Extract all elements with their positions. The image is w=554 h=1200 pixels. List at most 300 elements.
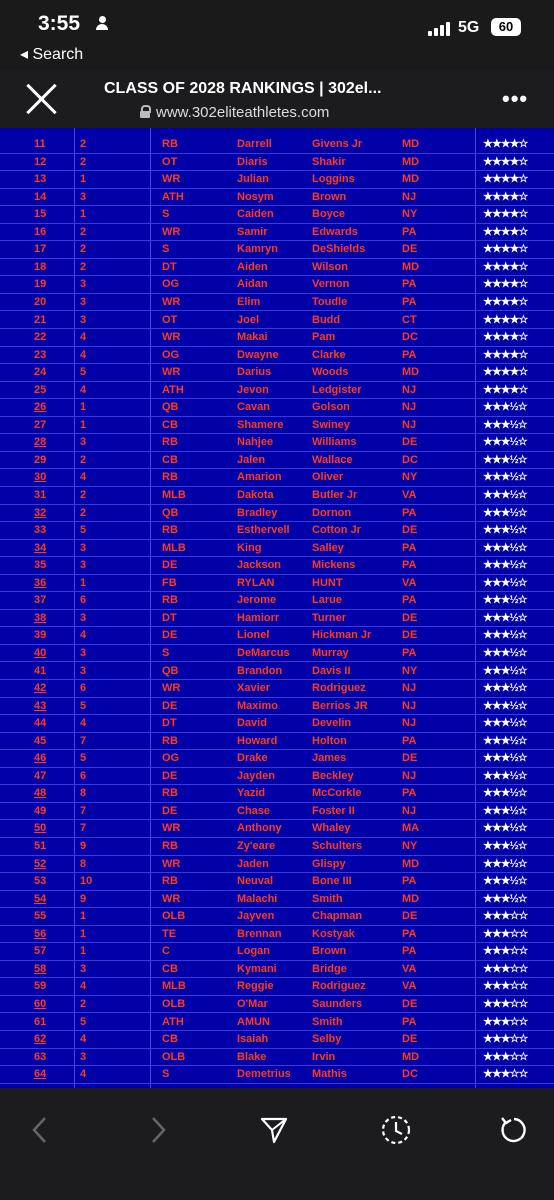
star-rating: ★★★½☆ xyxy=(483,682,527,695)
table-row xyxy=(0,943,554,961)
table-row xyxy=(0,961,554,979)
first-name-cell: King xyxy=(237,541,262,554)
star-rating: ★★★½☆ xyxy=(483,646,527,659)
state-rank-cell: 2 xyxy=(80,138,87,150)
star-rating: ★★★★☆ xyxy=(483,331,528,344)
star-rating: ★★★★☆ xyxy=(483,278,528,291)
rank-cell: 43 xyxy=(34,699,47,712)
last-name-cell: Oliver xyxy=(312,471,344,484)
table-row xyxy=(0,908,554,926)
first-name-cell: Isaiah xyxy=(237,1033,269,1046)
last-name-cell: Saunders xyxy=(312,997,363,1010)
position-cell: OG xyxy=(162,278,180,291)
state-cell: VA xyxy=(402,980,417,993)
network-type: 5G xyxy=(458,19,480,36)
rank-cell: 11 xyxy=(34,138,46,150)
rank-cell: 17 xyxy=(34,243,47,256)
position-cell: CB xyxy=(162,453,178,466)
state-cell: PA xyxy=(402,225,417,238)
table-row xyxy=(0,364,554,382)
state-cell: DE xyxy=(402,752,418,765)
table-row xyxy=(0,873,554,891)
position-cell: DT xyxy=(162,611,177,624)
table-row xyxy=(0,750,554,768)
state-cell: MD xyxy=(402,155,420,168)
state-rank-cell: 3 xyxy=(80,278,87,291)
table-row xyxy=(0,1049,554,1067)
first-name-cell: Jackson xyxy=(237,559,282,572)
state-rank-cell: 5 xyxy=(80,1015,87,1028)
rank-cell: 21 xyxy=(34,313,47,326)
table-row xyxy=(0,189,554,207)
first-name-cell: Brennan xyxy=(237,927,282,940)
first-name-cell: AMUN xyxy=(237,1015,270,1028)
rankings-table xyxy=(0,128,554,1088)
clock-history-icon[interactable] xyxy=(376,1110,416,1150)
table-row xyxy=(0,171,554,189)
last-name-cell: Bone III xyxy=(312,875,352,888)
state-cell: PA xyxy=(402,646,417,659)
position-cell: WR xyxy=(162,331,181,344)
last-name-cell: Givens Jr xyxy=(312,138,363,150)
state-cell: MD xyxy=(402,892,420,905)
table-row xyxy=(0,996,554,1014)
chevron-right-icon[interactable] xyxy=(138,1110,178,1150)
first-name-cell: Kymani xyxy=(237,962,277,975)
last-name-cell: Salley xyxy=(312,541,344,554)
first-name-cell: Darrell xyxy=(237,138,272,150)
state-rank-cell: 1 xyxy=(80,208,87,221)
state-rank-cell: 2 xyxy=(80,243,87,256)
position-cell: TE xyxy=(162,927,177,940)
send-icon[interactable] xyxy=(254,1110,294,1150)
last-name-cell: Woods xyxy=(312,366,349,379)
rank-cell: 45 xyxy=(34,734,47,747)
star-rating: ★★★★☆ xyxy=(483,190,528,203)
position-cell: DE xyxy=(162,559,178,572)
star-rating: ★★★½☆ xyxy=(483,453,527,466)
state-rank-cell: 2 xyxy=(80,260,87,273)
table-row xyxy=(0,663,554,681)
state-cell: PA xyxy=(402,875,417,888)
first-name-cell: Demetrius xyxy=(237,1068,291,1081)
last-name-cell: Turner xyxy=(312,611,347,624)
state-rank-cell: 5 xyxy=(80,524,87,537)
position-cell: DE xyxy=(162,699,178,712)
table-row xyxy=(0,154,554,172)
rank-cell: 25 xyxy=(34,383,47,396)
state-cell: VA xyxy=(402,576,417,589)
state-rank-cell: 4 xyxy=(80,980,87,993)
first-name-cell: Jaden xyxy=(237,857,269,870)
state-cell: DE xyxy=(402,611,418,624)
state-cell: NJ xyxy=(402,190,417,203)
star-rating: ★★★½☆ xyxy=(483,541,527,554)
last-name-cell: Schulters xyxy=(312,840,363,852)
rank-cell: 37 xyxy=(34,594,47,607)
state-rank-cell: 2 xyxy=(80,997,87,1010)
position-cell: RB xyxy=(162,138,178,150)
table-row xyxy=(0,294,554,312)
state-cell: NJ xyxy=(402,699,417,712)
state-rank-cell: 4 xyxy=(80,383,87,396)
table-row xyxy=(0,891,554,909)
star-rating: ★★★★☆ xyxy=(483,243,528,256)
star-rating: ★★★☆☆ xyxy=(483,980,528,993)
table-row xyxy=(0,978,554,996)
status-bar xyxy=(0,0,554,70)
table-row xyxy=(0,259,554,277)
rank-cell: 27 xyxy=(34,418,47,431)
state-rank-cell: 3 xyxy=(80,1050,87,1063)
state-cell: NJ xyxy=(402,769,417,782)
state-cell: NJ xyxy=(402,418,417,431)
state-cell: PA xyxy=(402,506,417,519)
position-cell: WR xyxy=(162,173,181,186)
rank-cell: 46 xyxy=(34,752,47,765)
star-rating: ★★★½☆ xyxy=(483,576,527,589)
table-row xyxy=(0,803,554,821)
rank-cell: 16 xyxy=(34,225,47,238)
position-cell: DE xyxy=(162,769,178,782)
last-name-cell: Shakir xyxy=(312,155,346,168)
rank-cell: 40 xyxy=(34,646,47,659)
first-name-cell: Aiden xyxy=(237,260,268,273)
state-rank-cell: 3 xyxy=(80,664,87,677)
star-rating: ★★★☆☆ xyxy=(483,1033,528,1046)
state-rank-cell: 3 xyxy=(80,559,87,572)
star-rating: ★★★½☆ xyxy=(483,857,527,870)
last-name-cell: Murray xyxy=(312,646,349,659)
rank-cell: 62 xyxy=(34,1033,47,1046)
position-cell: QB xyxy=(162,506,179,519)
star-rating: ★★★½☆ xyxy=(483,489,527,501)
first-name-cell: Samir xyxy=(237,225,268,238)
last-name-cell: Cotton Jr xyxy=(312,524,361,537)
star-rating: ★★★★☆ xyxy=(483,173,528,186)
first-name-cell: Diaris xyxy=(237,155,268,168)
state-rank-cell: 3 xyxy=(80,646,87,659)
rank-cell: 32 xyxy=(34,506,47,519)
chevron-left-icon[interactable] xyxy=(20,1110,60,1150)
state-cell: PA xyxy=(402,787,417,800)
position-cell: S xyxy=(162,243,170,256)
state-rank-cell: 9 xyxy=(80,840,87,852)
star-rating: ★★★★☆ xyxy=(483,155,528,168)
first-name-cell: Nahjee xyxy=(237,436,274,449)
position-cell: OT xyxy=(162,155,178,168)
first-name-cell: Jerome xyxy=(237,594,277,607)
last-name-cell: Williams xyxy=(312,436,357,449)
rank-cell: 50 xyxy=(34,822,47,835)
rank-cell: 53 xyxy=(34,875,47,888)
position-cell: OLB xyxy=(162,997,186,1010)
rank-cell: 56 xyxy=(34,927,47,940)
state-rank-cell: 1 xyxy=(80,418,87,431)
last-name-cell: Brown xyxy=(312,945,347,958)
state-rank-cell: 3 xyxy=(80,962,87,975)
state-cell: PA xyxy=(402,945,417,958)
position-cell: WR xyxy=(162,225,181,238)
last-name-cell: Selby xyxy=(312,1033,342,1046)
rank-cell: 23 xyxy=(34,348,47,361)
first-name-cell: Cavan xyxy=(237,401,271,414)
table-row xyxy=(0,627,554,645)
rank-cell: 55 xyxy=(34,910,47,923)
table-row xyxy=(0,1014,554,1032)
state-rank-cell: 8 xyxy=(80,787,87,800)
state-rank-cell: 5 xyxy=(80,366,87,379)
page-title: CLASS OF 2028 RANKINGS | 302el... xyxy=(104,80,382,97)
rank-cell: 42 xyxy=(34,682,47,695)
star-rating: ★★★½☆ xyxy=(483,840,527,852)
last-name-cell: Irvin xyxy=(312,1050,336,1063)
table-row xyxy=(0,785,554,803)
table-row xyxy=(0,522,554,540)
star-rating: ★★★½☆ xyxy=(483,699,527,712)
last-name-cell: Swiney xyxy=(312,418,350,431)
star-rating: ★★★½☆ xyxy=(483,717,527,730)
position-cell: DT xyxy=(162,717,177,730)
last-name-cell: Golson xyxy=(312,401,350,414)
position-cell: CB xyxy=(162,962,178,975)
table-row xyxy=(0,1031,554,1049)
first-name-cell: Brandon xyxy=(237,664,283,677)
table-row xyxy=(0,241,554,259)
rank-cell: 38 xyxy=(34,611,47,624)
state-cell: DE xyxy=(402,243,418,256)
last-name-cell: Wallace xyxy=(312,453,353,466)
first-name-cell: Anthony xyxy=(237,822,282,835)
first-name-cell: Aidan xyxy=(237,278,268,291)
star-rating: ★★★½☆ xyxy=(483,524,527,537)
last-name-cell: Holton xyxy=(312,734,347,747)
rank-cell: 47 xyxy=(34,769,47,782)
rank-cell: 64 xyxy=(34,1068,47,1081)
table-row xyxy=(0,838,554,856)
state-rank-cell: 2 xyxy=(80,225,87,238)
table-row xyxy=(0,505,554,523)
first-name-cell: O'Mar xyxy=(237,997,268,1010)
state-cell: DE xyxy=(402,997,418,1010)
first-name-cell: Malachi xyxy=(237,892,278,905)
state-cell: PA xyxy=(402,559,417,572)
rank-cell: 54 xyxy=(34,892,47,905)
state-rank-cell: 7 xyxy=(80,822,87,835)
state-cell: MA xyxy=(402,822,420,835)
star-rating: ★★★½☆ xyxy=(483,822,527,835)
rank-cell: 48 xyxy=(34,787,47,800)
close-icon[interactable] xyxy=(24,82,58,116)
url-bar[interactable]: www.302eliteathletes.com xyxy=(156,104,330,121)
table-row xyxy=(0,592,554,610)
table-row xyxy=(0,329,554,347)
star-rating: ★★★½☆ xyxy=(483,892,527,905)
table-row xyxy=(0,224,554,242)
state-cell: PA xyxy=(402,541,417,554)
last-name-cell: Vernon xyxy=(312,278,350,291)
star-rating: ★★★★☆ xyxy=(483,138,528,150)
rank-cell: 31 xyxy=(34,489,47,501)
first-name-cell: Bradley xyxy=(237,506,278,519)
state-rank-cell: 2 xyxy=(80,453,87,466)
star-rating: ★★★½☆ xyxy=(483,401,527,414)
first-name-cell: Chase xyxy=(237,804,271,817)
table-row xyxy=(0,417,554,435)
rank-cell: 15 xyxy=(34,208,47,221)
rank-cell: 35 xyxy=(34,559,47,572)
star-rating: ★★★★☆ xyxy=(483,383,528,396)
state-cell: MD xyxy=(402,857,420,870)
star-rating: ★★★½☆ xyxy=(483,734,527,747)
star-rating: ★★★☆☆ xyxy=(483,962,528,975)
rank-cell: 28 xyxy=(34,436,47,449)
state-cell: PA xyxy=(402,278,417,291)
star-rating: ★★★★☆ xyxy=(483,295,528,308)
state-rank-cell: 1 xyxy=(80,401,87,414)
last-name-cell: Clarke xyxy=(312,348,346,361)
state-rank-cell: 6 xyxy=(80,682,87,695)
table-row xyxy=(0,557,554,575)
table-row xyxy=(0,698,554,716)
rank-cell: 41 xyxy=(34,664,47,677)
last-name-cell: Mathis xyxy=(312,1068,347,1081)
rank-cell: 44 xyxy=(34,717,47,730)
state-cell: MD xyxy=(402,138,420,150)
position-cell: FB xyxy=(162,576,177,589)
star-rating: ★★★☆☆ xyxy=(483,927,528,940)
last-name-cell: Pam xyxy=(312,331,336,344)
last-name-cell: Glispy xyxy=(312,857,346,870)
table-row xyxy=(0,347,554,365)
state-cell: DE xyxy=(402,910,418,923)
state-rank-cell: 4 xyxy=(80,471,87,484)
position-cell: OG xyxy=(162,348,180,361)
state-rank-cell: 9 xyxy=(80,892,87,905)
position-cell: RB xyxy=(162,840,178,852)
rank-cell: 52 xyxy=(34,857,47,870)
rank-cell: 18 xyxy=(34,260,47,273)
rank-cell: 58 xyxy=(34,962,47,975)
first-name-cell: RYLAN xyxy=(237,576,275,589)
first-name-cell: Dakota xyxy=(237,489,274,501)
first-name-cell: DeMarcus xyxy=(237,646,290,659)
position-cell: OLB xyxy=(162,1050,186,1063)
rank-cell: 24 xyxy=(34,366,47,379)
rank-cell: 59 xyxy=(34,980,47,993)
state-cell: DE xyxy=(402,629,418,642)
position-cell: RB xyxy=(162,524,178,537)
first-name-cell: David xyxy=(237,717,267,730)
table-row xyxy=(0,434,554,452)
position-cell: ATH xyxy=(162,1015,184,1028)
rank-cell: 26 xyxy=(34,401,47,414)
last-name-cell: Bridge xyxy=(312,962,347,975)
position-cell: DE xyxy=(162,804,178,817)
star-rating: ★★★½☆ xyxy=(483,752,527,765)
table-row xyxy=(0,715,554,733)
state-cell: NY xyxy=(402,471,418,484)
signal-icon xyxy=(428,20,454,36)
reload-icon[interactable] xyxy=(494,1110,534,1150)
state-rank-cell: 6 xyxy=(80,594,87,607)
rank-cell: 14 xyxy=(34,190,47,203)
position-cell: S xyxy=(162,1068,170,1081)
position-cell: RB xyxy=(162,734,178,747)
last-name-cell: Dornon xyxy=(312,506,352,519)
battery-icon: 60 xyxy=(491,18,521,36)
star-rating: ★★★½☆ xyxy=(483,418,527,431)
table-row xyxy=(0,540,554,558)
back-to-search-link[interactable]: ◂ Search xyxy=(20,46,84,63)
browser-header xyxy=(0,70,554,130)
position-cell: WR xyxy=(162,822,181,835)
rank-cell: 33 xyxy=(34,524,47,537)
star-rating: ★★★½☆ xyxy=(483,787,527,800)
first-name-cell: Hamiorr xyxy=(237,611,280,624)
state-cell: VA xyxy=(402,962,417,975)
last-name-cell: Kostyak xyxy=(312,927,355,940)
last-name-cell: Smith xyxy=(312,1015,343,1028)
first-name-cell: Reggie xyxy=(237,980,274,993)
state-rank-cell: 3 xyxy=(80,611,87,624)
last-name-cell: Beckley xyxy=(312,769,354,782)
state-cell: MD xyxy=(402,173,420,186)
state-rank-cell: 1 xyxy=(80,173,87,186)
state-rank-cell: 5 xyxy=(80,699,87,712)
first-name-cell: Caiden xyxy=(237,208,274,221)
last-name-cell: James xyxy=(312,752,347,765)
state-cell: DC xyxy=(402,1068,418,1081)
last-name-cell: Brown xyxy=(312,190,347,203)
state-cell: NJ xyxy=(402,383,417,396)
state-cell: PA xyxy=(402,927,417,940)
state-rank-cell: 3 xyxy=(80,190,87,203)
position-cell: RB xyxy=(162,787,178,800)
state-rank-cell: 10 xyxy=(80,875,93,888)
star-rating: ★★★½☆ xyxy=(483,594,527,607)
last-name-cell: Smith xyxy=(312,892,343,905)
state-cell: NY xyxy=(402,208,418,221)
position-cell: ATH xyxy=(162,383,184,396)
star-rating: ★★★★☆ xyxy=(483,313,528,326)
first-name-cell: Logan xyxy=(237,945,270,958)
first-name-cell: Darius xyxy=(237,366,272,379)
star-rating: ★★★½☆ xyxy=(483,875,527,888)
table-row xyxy=(0,136,554,154)
state-cell: MD xyxy=(402,366,420,379)
position-cell: RB xyxy=(162,594,178,607)
state-rank-cell: 5 xyxy=(80,752,87,765)
first-name-cell: Shamere xyxy=(237,418,284,431)
last-name-cell: Budd xyxy=(312,313,341,326)
position-cell: DT xyxy=(162,260,177,273)
position-cell: C xyxy=(162,945,170,958)
position-cell: S xyxy=(162,646,170,659)
table-row xyxy=(0,645,554,663)
state-rank-cell: 4 xyxy=(80,1068,87,1081)
more-options-icon[interactable]: ••• xyxy=(502,86,529,111)
position-cell: WR xyxy=(162,295,181,308)
state-rank-cell: 1 xyxy=(80,945,87,958)
star-rating: ★★★½☆ xyxy=(483,471,527,484)
first-name-cell: Howard xyxy=(237,734,278,747)
rank-cell: 34 xyxy=(34,541,47,554)
table-row xyxy=(0,399,554,417)
last-name-cell: Hickman Jr xyxy=(312,629,372,642)
state-cell: PA xyxy=(402,295,417,308)
state-cell: DC xyxy=(402,453,418,466)
